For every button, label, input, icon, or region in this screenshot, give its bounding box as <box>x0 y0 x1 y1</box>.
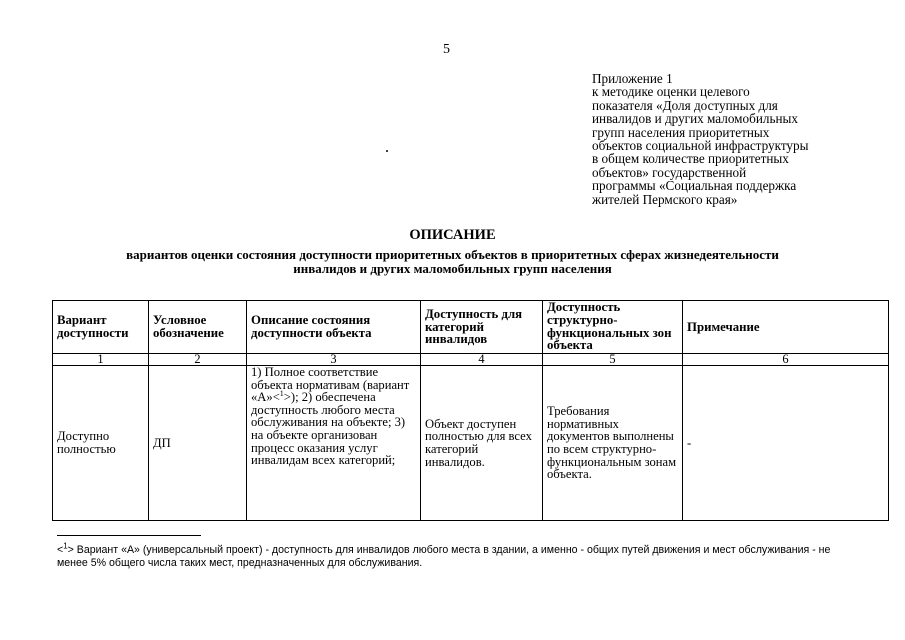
appendix-line: к методике оценки целевого <box>592 84 750 100</box>
column-number: 4 <box>421 354 543 366</box>
footnote <box>57 541 857 570</box>
subtitle-line: вариантов оценки состояния доступности приоритетных объектов в приоритетных сферах жизнедеятельности <box>126 247 779 262</box>
column-number: 3 <box>247 354 421 366</box>
column-number: 6 <box>683 354 889 366</box>
appendix-line: объектов социальной инфраструктуры <box>592 138 809 154</box>
header-categories: Доступность для категорий инвалидов <box>421 301 543 354</box>
description-footnote-ref: 1 <box>279 389 284 398</box>
column-number: 1 <box>53 354 149 366</box>
table-row <box>53 366 889 521</box>
subtitle-line: инвалидов и других маломобильных групп населения <box>293 260 612 276</box>
document-subtitle <box>40 248 865 275</box>
column-number-row <box>53 354 889 366</box>
appendix-block <box>592 72 892 206</box>
cell-zones: Требования нормативных документов выполнены по всем структурно-функциональным зонам объекта. <box>543 366 683 521</box>
column-number: 2 <box>149 354 247 366</box>
description-text-start: 1) Полное соответствие объекта нормативам (вариант «А»< <box>251 365 410 405</box>
header-symbol: Условное обозначение <box>149 301 247 354</box>
appendix-line: в общем количестве приоритетных <box>592 151 789 167</box>
cell-description <box>247 366 421 521</box>
cell-note: - <box>683 366 889 521</box>
appendix-line: групп населения приоритетных <box>592 124 770 140</box>
document-title: ОПИСАНИЕ <box>409 227 496 243</box>
stray-dot <box>386 150 388 152</box>
appendix-line: показателя «Доля доступных для <box>592 97 778 113</box>
appendix-line: программы «Социальная поддержка <box>592 178 797 194</box>
header-note: Примечание <box>683 301 889 354</box>
footnote-text: Вариант «А» (универсальный проект) - доступность для инвалидов любого места в здании, а именно - общих путей движения и мест обслуживания - не менее 5% общего числа таких мест, предназначенных для обслуживания. <box>57 544 831 569</box>
table-header-row <box>53 301 889 354</box>
page-number: 5 <box>443 42 450 57</box>
header-description: Описание состояния доступности объекта <box>247 301 421 354</box>
footnote-divider <box>57 535 201 536</box>
appendix-line: Приложение 1 <box>592 71 673 86</box>
footnote-marker-close: > <box>67 544 74 556</box>
accessibility-table <box>52 300 889 521</box>
description-text-rest: >); 2) обеспечена доступность любого места обслуживания на объекте; 3) на объекте организован процесс оказания услуг инвалидам всех категорий; <box>251 390 406 468</box>
header-variant: Вариант доступности <box>53 301 149 354</box>
column-number: 5 <box>543 354 683 366</box>
appendix-line: жителей Пермского края» <box>592 191 738 207</box>
cell-symbol: ДП <box>149 366 247 521</box>
appendix-line: объектов» государственной <box>592 164 747 180</box>
cell-categories: Объект доступен полностью для всех категорий инвалидов. <box>421 366 543 521</box>
appendix-line: инвалидов и других маломобильных <box>592 111 798 127</box>
footnote-marker-open: < <box>57 544 64 556</box>
footnote-marker-number: 1 <box>63 541 68 551</box>
header-zones: Доступность структурно-функциональных зон объекта <box>543 301 683 354</box>
cell-variant: Доступно полностью <box>53 366 149 521</box>
